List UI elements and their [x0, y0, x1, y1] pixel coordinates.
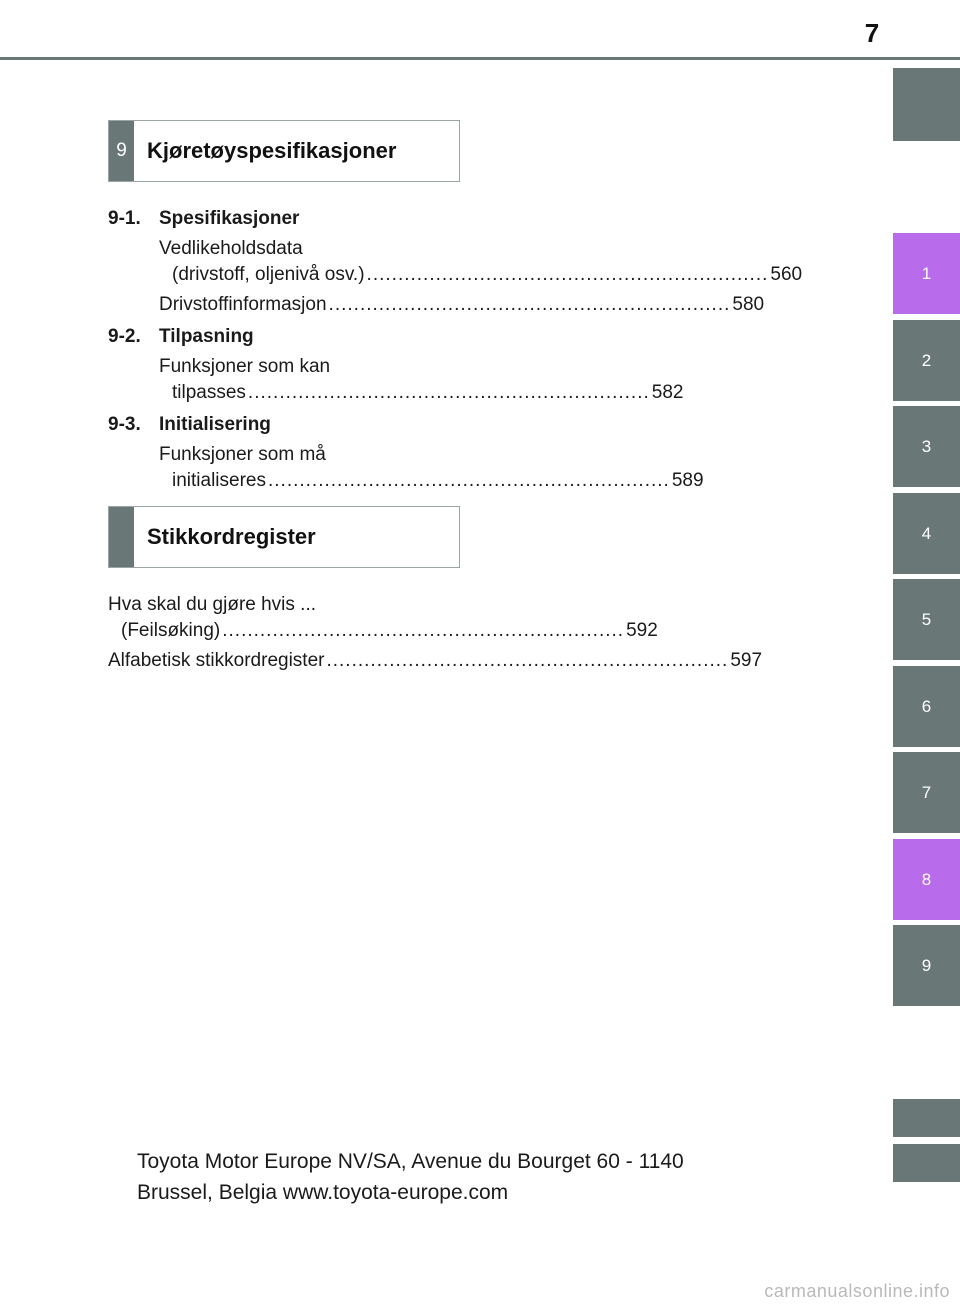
entry-text-cont: (drivstoff, oljenivå osv.): [172, 264, 365, 285]
section-number: 9-2.: [108, 326, 141, 347]
side-tab-label: 9: [921, 955, 932, 975]
side-tab-label: 1: [921, 263, 932, 283]
side-tab-blank-bottom-2[interactable]: [893, 1144, 960, 1182]
entry-page: 592: [626, 620, 658, 641]
side-tab-blank-top[interactable]: [893, 68, 960, 141]
toc-entry[interactable]: [159, 442, 704, 494]
toc-entry[interactable]: [159, 236, 803, 288]
chapter-header: [108, 120, 460, 182]
section-title: Spesifikasjoner: [159, 208, 300, 229]
chapter-title: Kjøretøyspesifikasjoner: [147, 138, 397, 163]
side-tab-label: 3: [921, 436, 932, 456]
chapter-number: 9: [109, 121, 134, 181]
entry-page: 582: [651, 382, 684, 403]
toc-entry[interactable]: [108, 592, 658, 644]
leader-dots: ................................................................: [366, 264, 769, 285]
entry-text-cont: (Feilsøking): [121, 620, 221, 641]
footer-line-2: Brussel, Belgia www.toyota-europe.com: [137, 1181, 509, 1204]
leader-dots: ................................................................: [222, 620, 625, 641]
entry-text: Hva skal du gjøre hvis ...: [108, 594, 317, 615]
entry-text: Drivstoffinformasjon: [159, 294, 327, 315]
entry-text: Vedlikeholdsdata: [159, 238, 303, 259]
side-tab-blank-bottom-1[interactable]: [893, 1099, 960, 1137]
entry-text: Alfabetisk stikkordregister: [108, 650, 325, 671]
section-number: 9-1.: [108, 208, 141, 229]
toc-entry[interactable]: [108, 648, 763, 674]
section-number: 9-3.: [108, 414, 141, 435]
index-header-bar: [109, 507, 134, 567]
leader-dots: ................................................................: [326, 650, 729, 671]
leader-dots: ................................................................: [247, 382, 650, 403]
leader-dots: ................................................................: [328, 294, 731, 315]
footer-line-1: Toyota Motor Europe NV/SA, Avenue du Bourget 60 - 1140: [137, 1150, 684, 1173]
side-tab-8[interactable]: [893, 839, 960, 920]
entry-text-cont: initialiseres: [172, 470, 266, 491]
entry-text-cont: tilpasses: [172, 382, 246, 403]
side-tab-2[interactable]: [893, 320, 960, 401]
index-header: [108, 506, 460, 568]
side-tab-label: 4: [921, 523, 932, 543]
entry-page: 580: [732, 294, 765, 315]
side-tab-label: 8: [921, 869, 932, 889]
chapter-toc: [108, 204, 803, 494]
side-tab-9[interactable]: [893, 925, 960, 1006]
leader-dots: ................................................................: [267, 470, 670, 491]
side-tab-1[interactable]: [893, 233, 960, 314]
toc-entry[interactable]: [159, 292, 765, 318]
publisher-footer: [137, 1146, 684, 1208]
side-tab-label: 5: [921, 609, 932, 629]
side-tab-3[interactable]: [893, 406, 960, 487]
index-title: Stikkordregister: [147, 524, 316, 549]
index-toc: [108, 592, 763, 674]
side-tab-5[interactable]: [893, 579, 960, 660]
side-tab-label: 2: [921, 350, 932, 370]
side-tab-label: 6: [921, 696, 932, 716]
page-number: 7: [864, 18, 880, 48]
side-tab-6[interactable]: [893, 666, 960, 747]
toc-section-heading[interactable]: [108, 322, 448, 352]
section-title: Tilpasning: [159, 326, 254, 347]
entry-text: Funksjoner som må: [159, 444, 326, 465]
toc-section-heading[interactable]: [108, 410, 448, 440]
watermark: carmanualsonline.info: [764, 1281, 950, 1301]
side-tab-4[interactable]: [893, 493, 960, 574]
toc-entry[interactable]: [159, 354, 684, 406]
entry-text: Funksjoner som kan: [159, 356, 331, 377]
section-title: Initialisering: [159, 414, 271, 435]
entry-page: 589: [671, 470, 704, 491]
side-tab-7[interactable]: [893, 752, 960, 833]
toc-section-heading[interactable]: [108, 204, 448, 234]
entry-page: 560: [770, 264, 803, 285]
side-tab-label: 7: [921, 782, 932, 802]
top-rule: [0, 57, 960, 60]
entry-page: 597: [730, 650, 763, 671]
